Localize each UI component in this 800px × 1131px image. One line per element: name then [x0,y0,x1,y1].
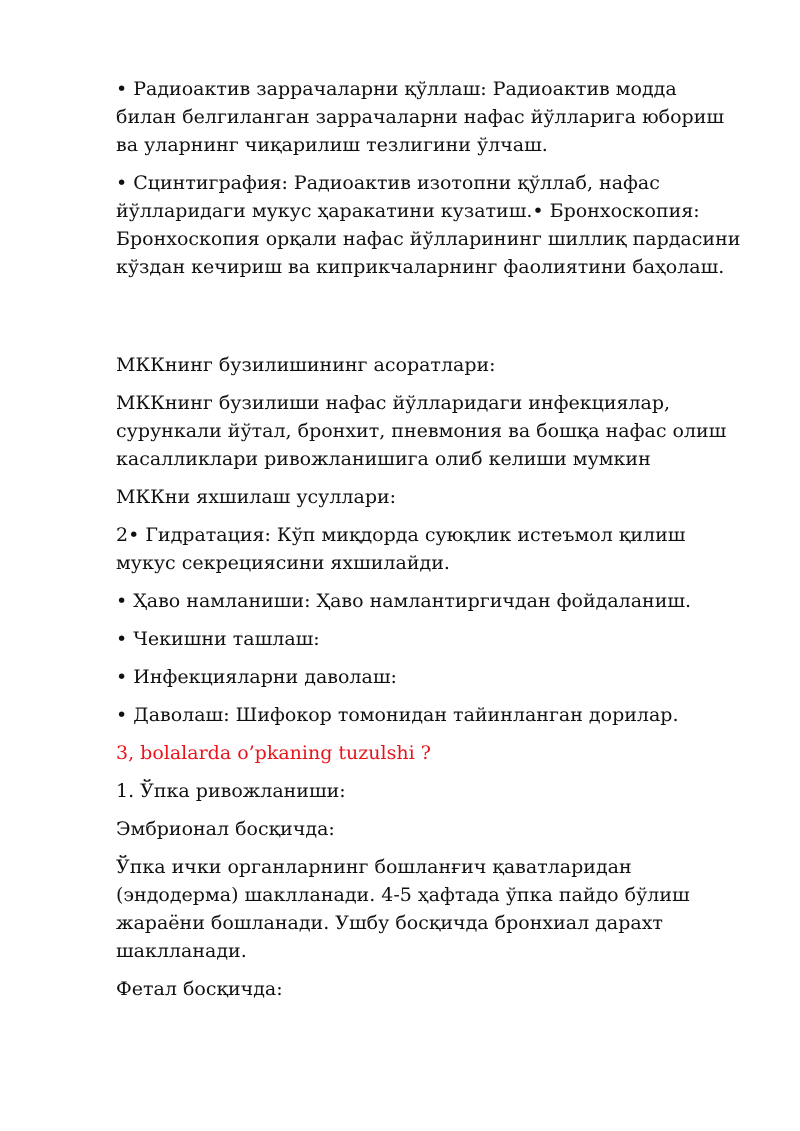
paragraph-radioactive-particles: • Радиоактив заррачаларни қўллаш: Радиоактив модда билан белгиланган заррачаларни нафас йўлларига юбориш ва уларнинг чиқарилиш тезлигини ўлчаш. [116,78,725,156]
section-heading-complications: МККнинг бузилишининг асоратлари: [116,354,496,376]
document-page [116,75,741,1013]
subheading-embryonic-stage: Эмбрионал босқичда: [116,818,335,840]
subheading-lung-development: 1. Ўпка ривожланиши: [116,780,346,802]
blank-space [116,291,741,351]
list-item-treatment: • Даволаш: Шифокор томонидан тайинланган дорилар. [116,704,679,726]
paragraph-embryonic-stage: Ўпка ички органларнинг бошланғич қаватларидан (эндодерма) шаклланади. 4-5 ҳафтада ўпка пайдо бўлиш жараёни бошланади. Ушбу босқичда бронхиал дарахт шаклланади. [116,856,690,962]
list-item-quit-smoking: • Чекишни ташлаш: [116,628,320,650]
section-heading-improvement-methods: МККни яхшилаш усуллари: [116,486,397,508]
paragraph-complications: МККнинг бузилиши нафас йўлларидаги инфекциялар, сурункали йўтал, бронхит, пневмония ва бошқа нафас олиш касалликлари ривожланишига олиб келиши мумкин [116,392,727,470]
question-heading-lung-structure: 3, bolalarda o’pkaning tuzulshi ? [116,742,431,764]
paragraph-scintigraphy-bronchoscopy: • Сцинтиграфия: Радиоактив изотопни қўллаб, нафас йўлларидаги мукус ҳаракатини кузатиш.• Бронхоскопия: Бронхоскопия орқали нафас йўлларининг шиллиқ пардасини кўздан кечириш ва киприкчаларнинг фаолиятини баҳолаш. [116,172,741,278]
list-item-air-humidification: • Ҳаво намланиши: Ҳаво намлантиргичдан фойдаланиш. [116,590,692,612]
subheading-fetal-stage: Фетал босқичда: [116,978,283,1000]
list-item-hydration: 2• Гидратация: Кўп миқдорда суюқлик истеъмол қилиш мукус секрециясини яхшилайди. [116,524,686,574]
list-item-treat-infections: • Инфекцияларни даволаш: [116,666,397,688]
